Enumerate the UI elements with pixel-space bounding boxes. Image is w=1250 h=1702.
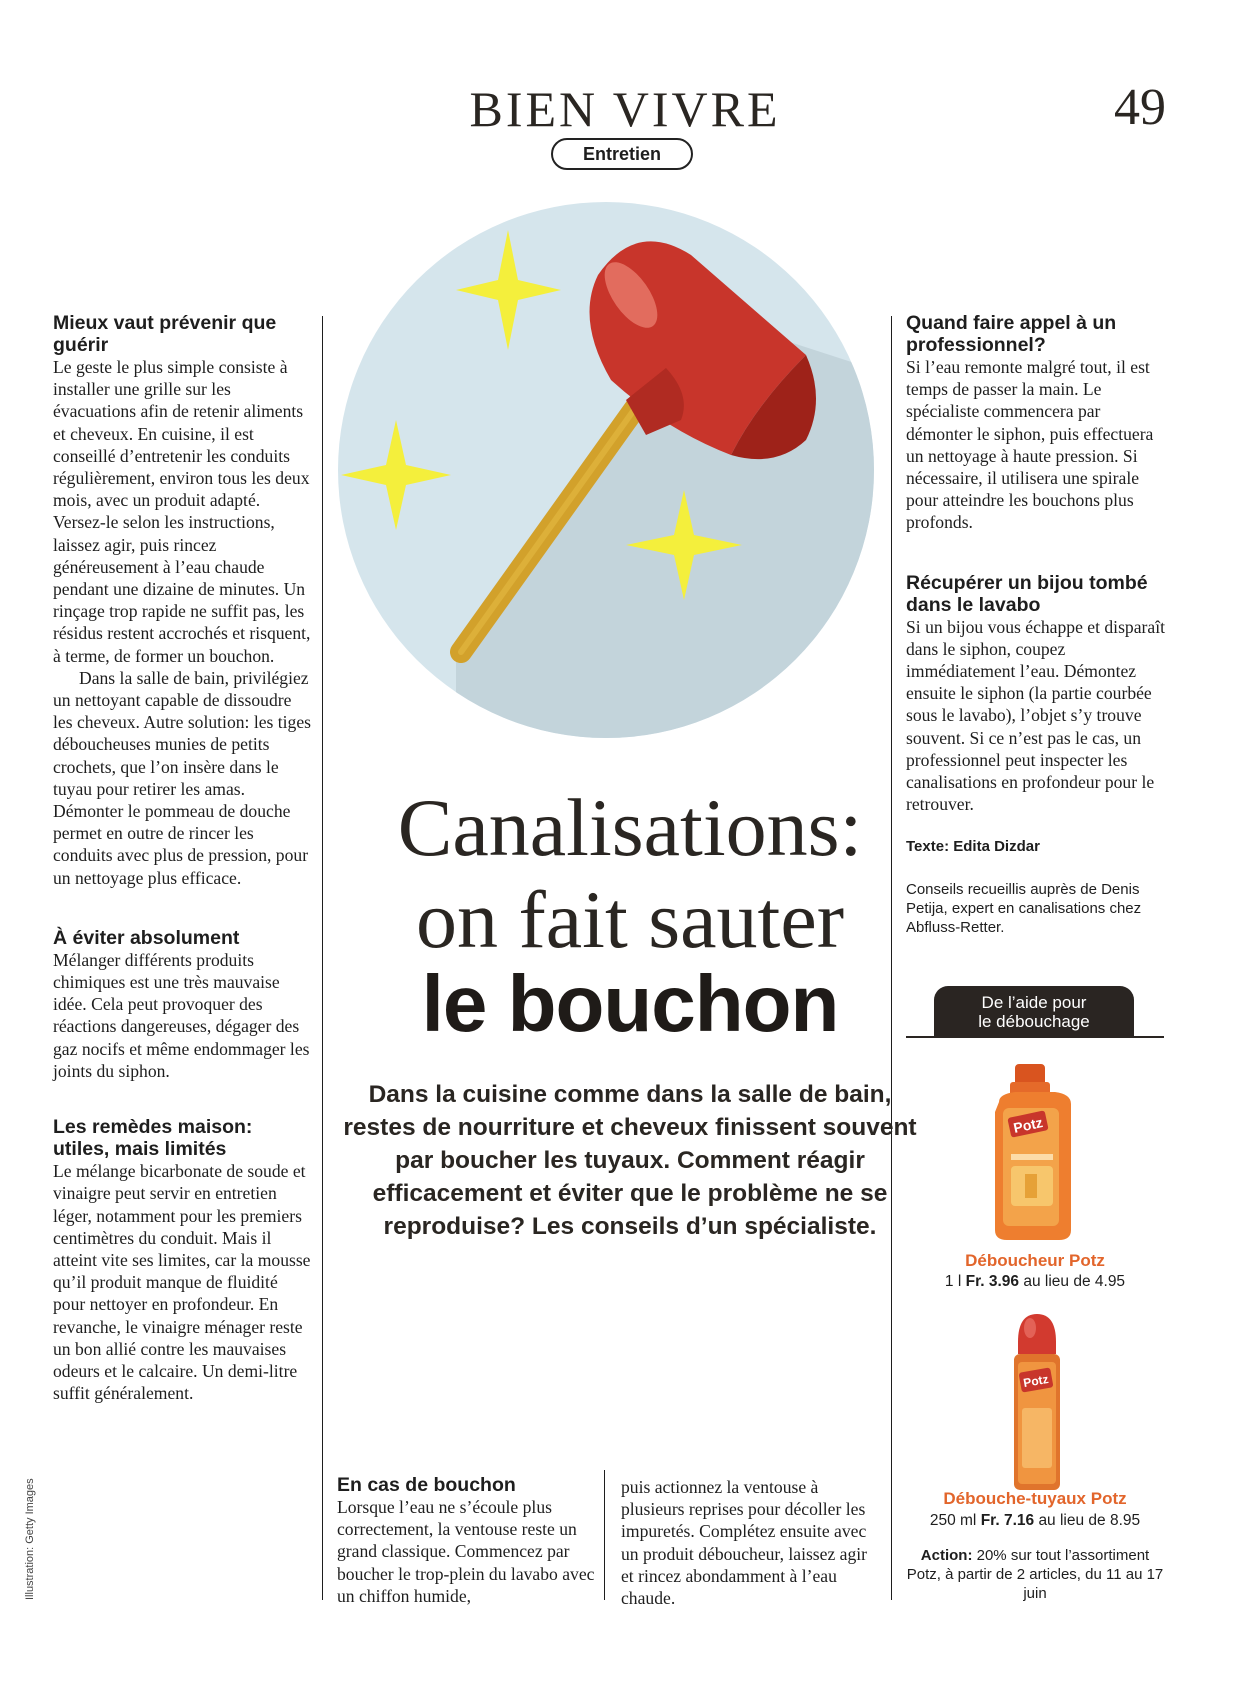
body-paragraph: Si l’eau remonte malgré tout, il est temps de passer la main. Le spécialiste commencera par démonter le siphon, puis effectuera un nettoyage à haute pression. Si nécessaire, il utilisera une spirale pour atteindre les bouchons plus profonds. — [906, 357, 1154, 533]
product-name: Débouche-tuyaux Potz — [943, 1489, 1127, 1508]
brand-logo: Potz — [1022, 1371, 1050, 1391]
section-heading: Les remèdes maison: utiles, mais limités — [53, 1116, 253, 1161]
product-regular-price: au lieu de 4.95 — [1023, 1273, 1126, 1290]
center-column-1 — [337, 1474, 595, 1607]
author-credit: Texte: Edita Dizdar — [906, 838, 1040, 856]
section-heading: Mieux vaut prévenir que guérir — [53, 312, 277, 356]
section-heading: À éviter absolument — [53, 926, 240, 949]
product-size: 1 l — [944, 1273, 962, 1290]
help-tab-line: De l’aide pour — [981, 993, 1087, 1012]
headline-bold: le bouchon — [421, 959, 839, 1048]
product-sale-price: Fr. 3.96 — [965, 1273, 1020, 1290]
section-heading: Récupérer un bijou tombé dans le lavabo — [906, 571, 1148, 616]
body-paragraph: Mélanger différents produits chimiques est une très mauvaise idée. Cela peut provoquer des réactions dangereuses, dégager des gaz nocifs et même endommager les joints du siphon. — [53, 949, 310, 1081]
source-credit: Conseils recueillis auprès de Denis Petija, expert en canalisations chez Abfluss-Retter. — [906, 881, 1142, 937]
center-column-2 — [621, 1476, 883, 1609]
product-price — [906, 1273, 1164, 1291]
section-title: BIEN VIVRE — [469, 81, 781, 137]
body-paragraph: Le mélange bicarbonate de soude et vinaigre peut servir en entretien léger, notamment pour les premiers centimètres du conduit. Mais il atteint vite ses limites, car la mousse qu’il produit manque de fluidité pour nettoyer en profondeur. En revanche, le vinaigre ménager reste un bon allié contre les mauvaises odeurs et le calcaire. Un demi-litre suffit généralement. — [53, 1161, 311, 1404]
product-price — [906, 1512, 1164, 1530]
page-number: 49 — [1114, 79, 1166, 136]
product-size: 250 ml — [929, 1512, 977, 1529]
left-column — [53, 312, 311, 1404]
drain-cleaner-bottle — [985, 1062, 1085, 1242]
column-rule — [604, 1470, 605, 1600]
body-paragraph: puis actionnez la ventouse à plusieurs reprises pour décoller les impuretés. Complétez ensuite avec un produit déboucheur, laissez agir et rincez abondamment à l’eau chaude. — [621, 1477, 868, 1609]
headline — [330, 782, 930, 966]
spray-can — [1002, 1312, 1072, 1492]
plunger-illustration — [336, 200, 876, 740]
body-paragraph: Lorsque l’eau ne s’écoule plus correctement, la ventouse reste un grand classique. Commencez par boucher le trop-plein du lavabo avec un chiffon humide, — [337, 1497, 595, 1606]
promo-text: 20% sur tout l’assortiment Potz, à partir de 2 articles, du 11 au 17 juin — [906, 1547, 1164, 1602]
product-name: Déboucheur Potz — [965, 1251, 1105, 1270]
product-sale-price: Fr. 7.16 — [980, 1512, 1035, 1529]
promo-note — [906, 1546, 1164, 1603]
right-column — [906, 312, 1168, 937]
body-paragraph: Le geste le plus simple consiste à installer une grille sur les évacuations afin de retenir aliments et cheveux. En cuisine, il est conseillé d’entretenir les conduits régulièrement, environ tous les deux mois, avec un produit adapté. Versez-le selon les instructions, laissez agir, puis rincez généreusement à l’eau chaude pendant une dizaine de minutes. Un rinçage trop rapide ne suffit pas, les résidus restent accrochés et risquent, à terme, de former un bouchon. — [53, 357, 311, 666]
headline-line: on fait sauter — [415, 874, 845, 965]
illustration-credit: Illustration: Getty Images — [24, 1478, 36, 1600]
category-tag: Entretien — [551, 138, 693, 170]
help-tab-line: le débouchage — [978, 1012, 1090, 1031]
headline-line: Canalisations: — [397, 782, 863, 873]
divider — [906, 1036, 1164, 1038]
promo-label: Action: — [920, 1547, 973, 1564]
help-tab — [934, 986, 1134, 1036]
column-rule — [322, 316, 323, 1600]
lede: Dans la cuisine comme dans la salle de bain, restes de nourriture et cheveux finissent souvent par boucher les tuyaux. Comment réagir efficacement et éviter que le problème ne se reproduise? Les conseils d’un spécialiste. — [343, 1081, 917, 1240]
section-heading: En cas de bouchon — [337, 1474, 516, 1496]
product-regular-price: au lieu de 8.95 — [1038, 1512, 1141, 1529]
section-heading: Quand faire appel à un professionnel? — [906, 312, 1117, 356]
body-paragraph: Si un bijou vous échappe et disparaît dans le siphon, coupez immédiatement l’eau. Démontez ensuite le siphon (la partie courbée sous le lavabo), l’objet s’y trouve souvent. Si ce n’est pas le cas, un professionnel peut inspecter les canalisations en profondeur pour le retrouver. — [906, 616, 1165, 815]
body-paragraph: Dans la salle de bain, privilégiez un nettoyant capable de dissoudre les cheveux. Autre solution: les tiges déboucheuses munies de petits crochets, que l’on insère dans le tuyau pour retirer les amas. Démonter le pommeau de douche permet en outre de rincer les conduits avec plus de pression, pour un nettoyage plus efficace. — [53, 667, 311, 888]
brand-logo: Potz — [1011, 1114, 1045, 1136]
